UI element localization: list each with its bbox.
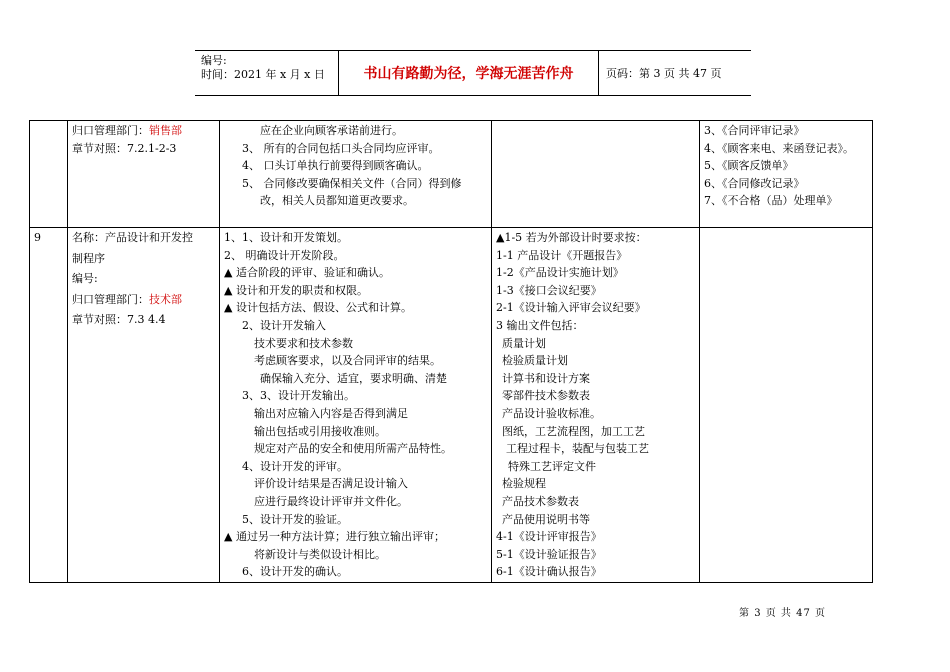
output-line: 计算书和设计方案 xyxy=(502,371,590,385)
record-line: 7、《不合格（品）处理单》 xyxy=(704,194,838,208)
output-line: 图纸，工艺流程图，加工工艺 xyxy=(502,424,645,438)
step-line: 4、 口头订单执行前要得到顾客确认。 xyxy=(242,159,429,173)
output-line: 检验质量计划 xyxy=(502,354,568,368)
step-line: 输出对应输入内容是否得到满足 xyxy=(254,406,408,420)
outputs-cell xyxy=(492,228,700,583)
outputs-cell xyxy=(492,121,700,228)
step-line: ▲ 设计包括方法、假设、公式和计算。 xyxy=(224,301,412,315)
header-page-code: 页码：第 3 页 共 47 页 xyxy=(606,67,722,80)
step-line: 应进行最终设计评审并文件化。 xyxy=(254,494,408,508)
step-line: 2、 明确设计开发阶段。 xyxy=(224,248,345,262)
step-line: ▲ 设计和开发的职责和权限。 xyxy=(224,283,368,297)
procedure-name-cont: 制程序 xyxy=(72,251,105,265)
step-line: 规定对产品的安全和使用所需产品特性。 xyxy=(254,442,452,456)
clause-ref: 章节对照：7.2.1-2-3 xyxy=(72,141,177,155)
dept-label: 归口管理部门： xyxy=(72,292,149,306)
record-line: 4、《顾客来电、来函登记表》。 xyxy=(704,141,854,155)
time-label: 时间：2021 年 x 月 x 日 xyxy=(201,68,325,81)
output-line: 1-1 产品设计《开题报告》 xyxy=(496,248,628,262)
output-line: 工程过程卡，装配与包装工艺 xyxy=(506,442,649,456)
step-line: 确保输入充分、适宜，要求明确、清楚 xyxy=(260,371,447,385)
step-line: 3、 所有的合同包括口头合同均应评审。 xyxy=(242,141,440,155)
output-line: 产品设计验收标准。 xyxy=(502,406,601,420)
row-number xyxy=(30,121,68,228)
table-row xyxy=(30,228,873,583)
output-line: 5-1《设计验证报告》 xyxy=(496,547,602,561)
number-label: 编号: xyxy=(201,54,227,67)
output-line: 质量计划 xyxy=(502,336,546,350)
procedure-info xyxy=(68,228,220,583)
header-motto: 书山有路勤为径，学海无涯苦作舟 xyxy=(338,51,599,95)
record-line: 5、《顾客反馈单》 xyxy=(704,159,794,173)
page-footer: 第 3 页 共 47 页 xyxy=(739,608,826,619)
record-line: 3、《合同评审记录》 xyxy=(704,124,805,137)
output-line: 产品使用说明书等 xyxy=(502,512,590,526)
number-label: 编号: xyxy=(72,272,98,286)
records-cell xyxy=(700,228,873,583)
procedure-info xyxy=(68,121,220,228)
table-row xyxy=(30,121,873,228)
step-line: ▲ 通过另一种方法计算；进行独立输出评审； xyxy=(224,530,445,544)
output-line: ▲1-5 若为外部设计时要求按： xyxy=(496,231,647,244)
step-line: 将新设计与类似设计相比。 xyxy=(254,547,386,561)
output-line: 6-1《设计确认报告》 xyxy=(496,565,602,579)
procedure-name: 名称：产品设计和开发控 xyxy=(72,231,193,244)
step-line: 应在企业向顾客承诺前进行。 xyxy=(260,124,403,137)
output-line: 检验规程 xyxy=(502,477,546,491)
record-line: 6、《合同修改记录》 xyxy=(704,176,805,190)
clause-ref: 章节对照：7.3 4.4 xyxy=(72,313,166,327)
output-line: 特殊工艺评定文件 xyxy=(508,459,596,473)
header-meta xyxy=(195,51,338,95)
output-line: 4-1《设计评审报告》 xyxy=(496,530,602,544)
steps-cell xyxy=(220,121,492,228)
step-line: ▲ 适合阶段的评审、验证和确认。 xyxy=(224,266,390,280)
step-line: 5、 合同修改要确保相关文件（合同）得到修 xyxy=(242,176,462,190)
output-line: 产品技术参数表 xyxy=(502,494,579,508)
step-line: 3、3、设计开发输出。 xyxy=(242,389,355,403)
procedure-table xyxy=(29,120,873,583)
steps-cell xyxy=(220,228,492,583)
output-line: 2-1《设计输入评审会议纪要》 xyxy=(496,301,646,315)
dept-value: 销售部 xyxy=(149,124,182,137)
step-line: 2、设计开发输入 xyxy=(242,318,326,332)
dept-label: 归口管理部门： xyxy=(72,124,149,137)
row-number: 9 xyxy=(30,228,68,583)
step-line: 技术要求和技术参数 xyxy=(254,336,353,350)
step-line: 1、1、设计和开发策划。 xyxy=(224,231,348,244)
output-line: 1-2《产品设计实施计划》 xyxy=(496,266,624,280)
step-line: 评价设计结果是否满足设计输入 xyxy=(254,477,408,491)
records-cell xyxy=(700,121,873,228)
output-line: 零部件技术参数表 xyxy=(502,389,590,403)
step-line: 考虑顾客要求，以及合同评审的结果。 xyxy=(254,354,441,368)
step-line: 改，相关人员都知道更改要求。 xyxy=(260,194,414,208)
step-line: 5、设计开发的验证。 xyxy=(242,512,348,526)
output-line: 1-3《接口会议纪要》 xyxy=(496,283,602,297)
step-line: 6、设计开发的确认。 xyxy=(242,565,348,579)
step-line: 输出包括或引用接收准则。 xyxy=(254,424,386,438)
step-line: 4、设计开发的评审。 xyxy=(242,459,348,473)
page-header xyxy=(195,50,751,96)
dept-value: 技术部 xyxy=(149,292,182,306)
output-line: 3 输出文件包括： xyxy=(496,318,584,332)
